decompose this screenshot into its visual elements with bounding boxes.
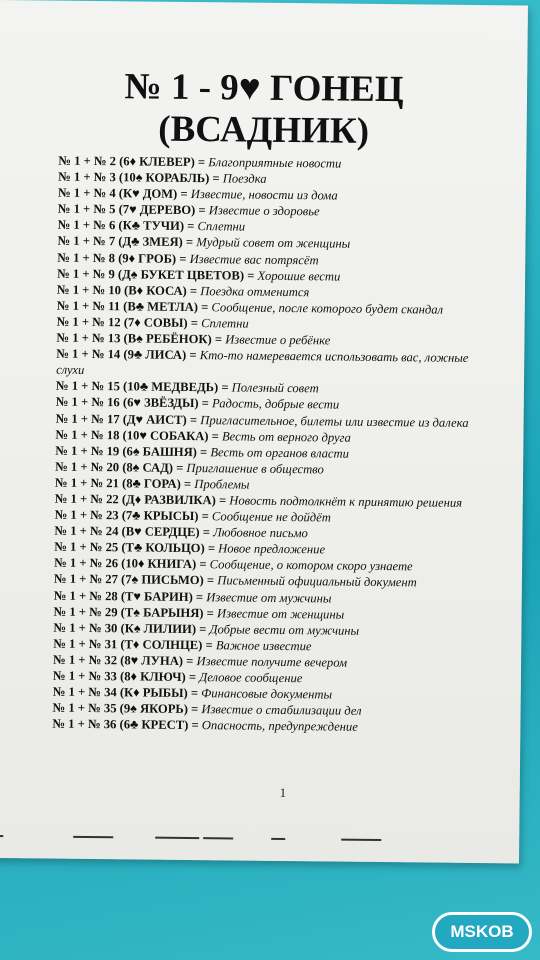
list-item: № 1 + № 18 (10♥ СОБАКА) = Весть от верного друга [55,427,351,445]
list-item: № 1 + № 3 (10♠ КОРАБЛЬ) = Поездка [58,169,267,186]
list-item: № 1 + № 14 (9♣ ЛИСА) = Кто-то намеревается использовать вас, ложные слухи [56,346,469,378]
list-item: № 1 + № 36 (6♣ КРЕСТ) = Опасность, предупреждение [52,716,358,735]
list-item: № 1 + № 33 (8♦ КЛЮЧ) = Деловое сообщение [52,668,303,686]
list-item: № 1 + № 35 (9♠ ЯКОРЬ) = Известие о стабилизации дел [52,700,362,719]
list-item: № 1 + № 24 (В♥ СЕРДЦЕ) = Любовное письмо [54,523,308,541]
page-number: 1 [279,784,287,801]
list-item: № 1 + № 26 (10♦ КНИГА) = Сообщение, о котором скоро узнаете [54,555,413,574]
list-item: № 1 + № 25 (Т♣ КОЛЬЦО) = Новое предложение [54,539,326,557]
page-edge-marks [0,832,519,846]
list-item: № 1 + № 12 (7♦ СОВЫ) = Сплетни [56,314,249,331]
list-item: № 1 + № 17 (Д♥ АИСТ) = Пригласительное, билеты или известие из далека [55,411,469,430]
list-item: № 1 + № 30 (К♠ ЛИЛИИ) = Добрые вести от мужчины [53,620,360,638]
entry-list [52,153,478,737]
list-item: № 1 + № 10 (В♦ КОСА) = Поездка отменится [56,282,310,300]
page-title: № 1 - 9♥ ГОНЕЦ [124,66,404,111]
watermark-badge: MSKOB [432,912,532,952]
list-item: № 1 + № 27 (7♠ ПИСЬМО) = Письменный официальный документ [53,572,417,590]
list-item: № 1 + № 11 (В♣ МЕТЛА) = Сообщение, после которого будет скандал [56,298,444,317]
list-item: № 1 + № 31 (Т♦ СОЛНЦЕ) = Важное известие [53,636,312,654]
list-item: № 1 + № 23 (7♣ КРЫСЫ) = Сообщение не дойдёт [54,507,331,525]
list-item: № 1 + № 8 (9♦ ГРОБ) = Известие вас потрясёт [57,250,319,267]
list-item: № 1 + № 29 (Т♠ БАРЫНЯ) = Известие от женщины [53,604,345,622]
list-item: № 1 + № 22 (Д♦ РАЗВИЛКА) = Новость подтолкнёт к принятию решения [54,491,463,510]
list-item: № 1 + № 7 (Д♣ ЗМЕЯ) = Мудрый совет от женщины [57,234,351,252]
list-item: № 1 + № 4 (К♥ ДОМ) = Известие, новости из дома [57,185,338,203]
list-item: № 1 + № 5 (7♥ ДЕРЕВО) = Известие о здоровье [57,201,320,219]
list-item: № 1 + № 15 (10♣ МЕДВЕДЬ) = Полезный совет [55,378,319,396]
list-item: № 1 + № 2 (6♦ КЛЕВЕР) = Благоприятные новости [58,153,342,171]
list-item: № 1 + № 16 (6♥ ЗВЁЗДЫ) = Радость, добрые вести [55,395,340,412]
list-item: № 1 + № 28 (Т♥ БАРИН) = Известие от мужчины [53,588,332,606]
list-item: № 1 + № 20 (8♠ САД) = Приглашение в общество [55,459,324,477]
list-item: № 1 + № 34 (К♦ РЫБЫ) = Финансовые документы [52,684,333,702]
list-item: № 1 + № 9 (Д♠ БУКЕТ ЦВЕТОВ) = Хорошие вести [57,266,341,284]
list-item: № 1 + № 21 (8♣ ГОРА) = Проблемы [54,475,250,492]
list-item: № 1 + № 6 (К♣ ТУЧИ) = Сплетни [57,217,246,234]
list-item: № 1 + № 19 (6♠ БАШНЯ) = Весть от органов власти [55,443,350,461]
list-item: № 1 + № 32 (8♥ ЛУНА) = Известие получите вечером [53,652,348,670]
page-subtitle: (ВСАДНИК) [158,108,370,152]
list-item: № 1 + № 13 (В♠ РЕБЁНОК) = Известие о ребёнке [56,330,331,348]
